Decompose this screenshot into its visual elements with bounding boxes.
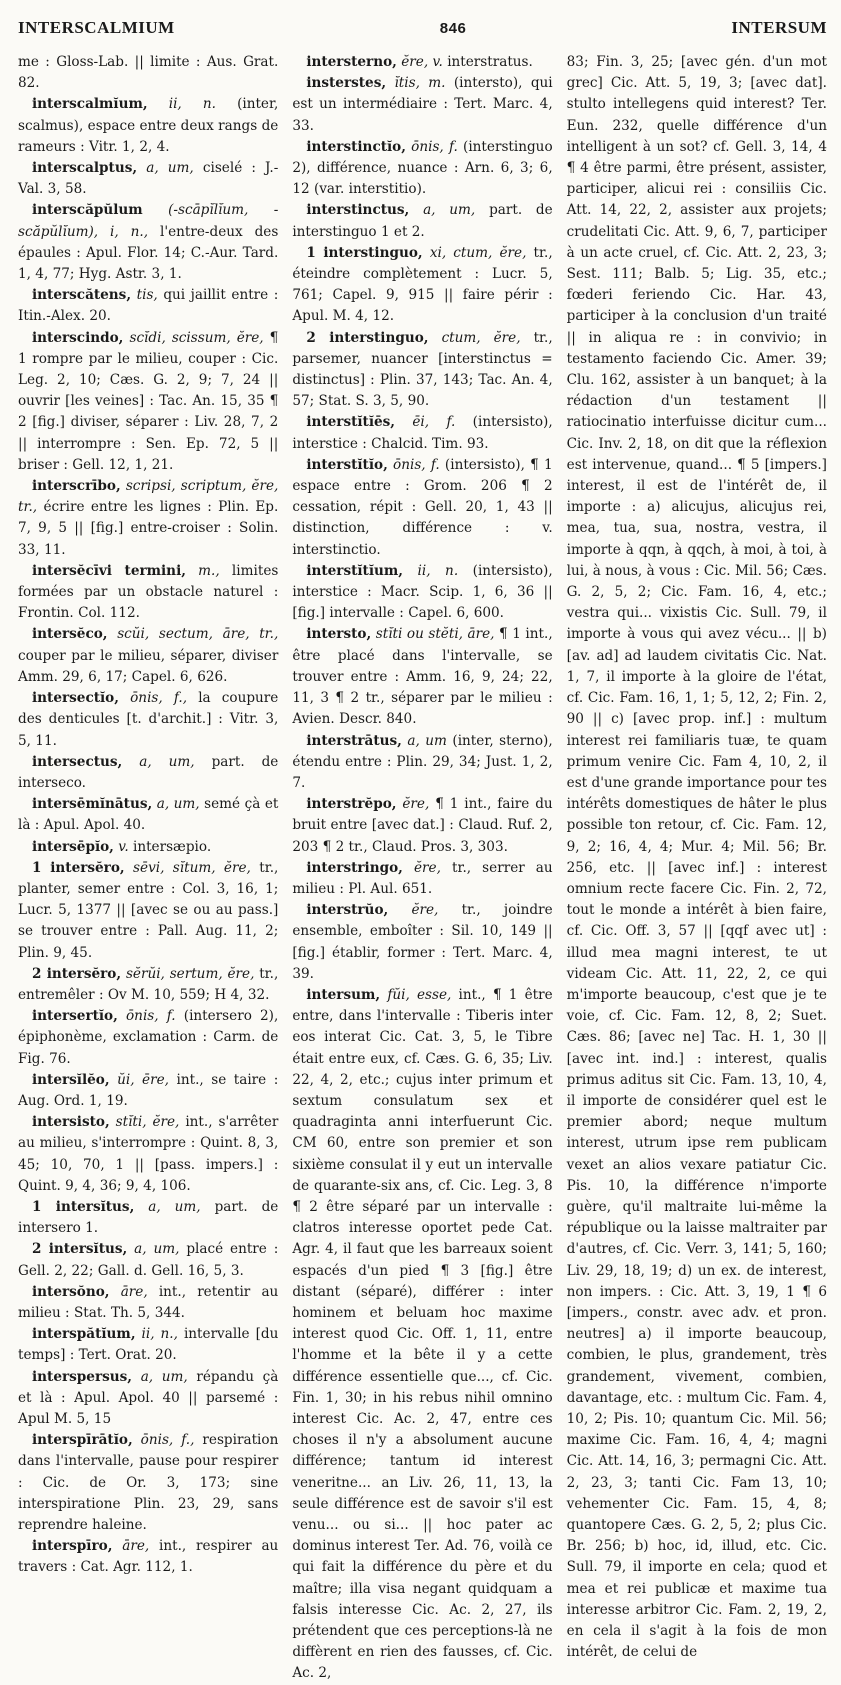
entry-headword: interspīrātĭo, [32,1432,133,1449]
entry-definition: int., respirer au travers : Cat. Agr. 112, 1. [18,1538,279,1576]
dictionary-entry [18,624,278,688]
dictionary-entry [292,412,552,454]
dictionary-entry [18,200,278,285]
entry-definition: (interstinguo 2), différence, nuance : Arn. 6, 3; 6, 12 (var. interstitio). [292,138,553,198]
entry-headword: interstringo, [306,859,403,876]
dictionary-entry [18,964,278,1006]
entry-headword: interscăpŭlum [32,202,143,219]
entry-grammar: v. [118,838,129,855]
entry-headword: interscalptus, [32,160,138,177]
entry-grammar: ĕre, [414,859,441,876]
entry-headword: interstĭtĭēs, [306,414,396,431]
entry-headword: 2 intersĭtus, [32,1241,128,1258]
entry-headword: interstĭtĭum, [306,562,404,579]
dictionary-entry [292,137,552,201]
dictionary-entry [18,752,278,794]
entry-headword: intersēpĭo, [32,838,114,855]
dictionary-entry [18,1536,278,1578]
dictionary-entry [292,561,552,625]
page-number: 846 [439,20,467,37]
entry-headword: intersectus, [32,753,123,770]
entry-headword: 1 intersĕro, [32,859,125,876]
entry-definition: tr., joindre ensemble, emboîter : Sil. 10, 149 || [fig.] établir, former : Tert. Marc. 4, 39. [292,902,553,982]
dictionary-entry [292,455,552,561]
entry-definition: interstratus. [447,54,533,70]
entry-definition: intervalle [du temps] : Tert. Orat. 20. [18,1326,279,1364]
entry-grammar: ōnis, f. [393,456,440,473]
dictionary-entry [18,1324,278,1366]
entry-grammar: a, um, [423,202,476,219]
entry-headword: interstinctĭo, [306,138,406,155]
column-3 [566,52,827,1661]
entry-headword: interscrībo, [32,478,121,495]
dictionary-entry [292,985,552,1685]
entry-grammar: ōnis, f., [130,690,188,707]
entry-definition: ciselé : J.-Val. 3, 58. [18,160,279,198]
dictionary-entry [292,900,552,985]
entry-definition: répandu çà et là : Apul. Apol. 40 || parsemé : Apul M. 5, 15 [18,1368,279,1427]
entry-headword: intersĕco, [32,626,108,643]
entry-definition: couper par le milieu, séparer, diviser Amm. 29, 6, 17; Capel. 6, 626. [18,647,279,685]
entry-grammar: fŭi, esse, [387,986,452,1003]
entry-grammar: ōnis, f., [140,1432,195,1449]
dictionary-entry [18,158,278,200]
dictionary-entry [292,243,552,328]
dictionary-entry [292,73,552,137]
entry-definition: tr., entremêler : Ov M. 10, 559; H 4, 32. [18,965,279,1003]
entry-grammar: ĕre, [402,796,430,813]
entry-headword: 1 interstinguo, [306,244,423,261]
entry-definition: int., ¶ 1 être entre, dans l'intervalle : Tiberis inter eos interat Cic. Cat. 3, 5, le Tibre était entre eux, cf. Cæs. G. 6, 35; Liv. 22, 4, 2, etc.; cujus inter primum et sextum consulatum sex et quadraginta anni interfuerunt Cic. CM 60, entre son premier et son sixième consulat il y eut un intervalle de quarante-six ans, cf. Cic. Leg. 3, 8 ¶ 2 être séparé par un intervalle : clatros interesse oportet pede Cat. Agr. 4, il faut que les barreaux soient espacés d'un pied ¶ 3 [fig.] être distant (séparé), différer : inter hominem et beluam hoc maxime interest quod Cic. Off. 1, 11, entre l'homme et la bête il y a cette différence essentielle que..., cf. Cic. Fin. 1, 30; in his rebus nihil omnino interest Cic. Ac. 2, 47, entre ces choses il n'y a absolument aucune différence; tantum id interest veneritne... an Liv. 26, 11, 13, la seule différence est de savoir s'il est venu... ou si... || hoc pater ac dominus interest Ter. Ad. 76, voilà ce qui fait la différence du père et du maître; illa visa negant quidquam a falsis interesse Cic. Ac. 2, 27, ils prétendent que ces perceptions-là ne diffèrent en rien des fausses, cf. Cic. Ac. 2, [292,986,553,1682]
entry-definition: l'entre-deux des épaules : Apul. Flor. 14; C.-Aur. Tard. 1, 4, 77; Hyg. Astr. 3, 1. [18,223,279,283]
entry-grammar: a, um, [140,1368,188,1385]
dictionary-entry [18,561,278,625]
entry-grammar: scĭdi, scissum, ĕre, [129,329,264,346]
dictionary-entry [292,200,552,242]
entry-headword: intersterno, [306,54,397,70]
entry-grammar: a, um, [148,1198,201,1215]
entry-definition: respiration dans l'intervalle, pause pour respirer : Cic. de Or. 3, 173; sine interspiratione Plin. 23, 29, sans reprendre haleine. [18,1432,279,1534]
entry-definition: intersæpio. [132,838,212,855]
entry-grammar: a, um [407,732,447,749]
entry-definition: semé çà et là : Apul. Apol. 40. [18,796,279,834]
entry-grammar: ctum, ĕre, [441,329,521,346]
entry-headword: interscătens, [32,287,132,304]
dictionary-entry [18,1197,278,1239]
entry-definition: part. de interseco. [18,753,279,791]
entry-grammar: ii, n. [417,562,459,579]
entry-definition: tr., parsemer, nuancer [interstinctus = distinctus] : Plin. 37, 143; Tac. An. 4, 57; Stat. S. 3, 5, 90. [292,329,553,410]
text-columns [18,52,827,1682]
entry-grammar: m., [198,562,220,579]
entry-headword: 1 intersĭtus, [32,1198,135,1215]
entry-headword: intersisto, [32,1114,110,1131]
entry-definition: (intersisto), interstice : Macr. Scip. 1, 6, 36 || [fig.] intervalle : Capel. 6, 600. [292,562,553,622]
page-header [18,18,827,52]
entry-definition: tr., serrer au milieu : Pl. Aul. 651. [292,859,553,897]
column-2 [292,52,553,1682]
dictionary-entry [18,94,278,158]
entry-definition: ¶ 1 rompre par le milieu, couper : Cic. Leg. 2, 10; Cæs. G. 2, 9; 7, 24 || ouvrir [les veines] : Tac. An. 15, 35 ¶ 2 [fig.] diviser, séparer : Liv. 28, 7, 2 || interrompre : Sen. Ep. 72, 5 || briser : Gell. 12, 1, 21. [18,329,279,473]
entry-headword: interstrĕpo, [306,796,397,813]
dictionary-entry [18,1239,278,1281]
entry-definition: 83; Fin. 3, 25; [avec gén. d'un mot grec] Cic. Att. 5, 19, 3; [avec dat]. stulto intellegens quid interest? Ter. Eun. 232, quelle différence d'un intelligent à un sot? cf. Gell. 3, 14, 4 ¶ 4 être parmi, être présent, assister, participer, alicui rei : consiliis Cic. Att. 14, 22, 2, assister aux projets; crudelitati Cic. Att. 9, 6, 7, participer à un acte cruel, cf. Cic. Att. 2, 23, 3; Sest. 111; Balb. 5; Lig. 35, etc.; fœderi feriendo Cic. Har. 43, participer à la conclusion d'un traité || in aliqua re : in convivio; in testamento faciendo Cic. Amer. 39; Clu. 162, assister à un banquet; à la rédaction d'un testament || ratiocinatio interfuisse dicitur cum... Cic. Inv. 2, 18, on dit que la réflexion est intervenue, quand... ¶ 5 [impers.] interest, il est de l'intérêt de, il importe : a) alicujus, alicujus rei, mea, tua, sua, nostra, vestra, il importe à qqn, à qqch, à moi, à toi, à lui, à nous, à vous : Cic. Mil. 56; Cæs. G. 2, 5, 2; Cic. Fam. 16, 4, etc.; vestra qui... vixistis Cic. Sull. 79, il importe à vous qui avez vécu... || b) [av. ad] ad laudem civitatis Cic. Nat. 1, 7, il importe à la gloire de l'état, cf. Cic. Fam. 16, 1, 1; 5, 12, 2; Fin. 2, 90 || c) [avec prop. inf.] : multum interest rei familiaris tuæ, te quam primum venire Cic. Fam 4, 10, 2, il est d'une grande importance pour tes intérêts domestiques de hâter le plus possible ton retour, cf. Cic. Fam. 12, 9, 2; 16, 4, 4; Mur. 4; Mil. 56; Br. 256, etc. || [avec inf.] : interest omnium recte facere Cic. Fin. 2, 72, tout le monde a intérêt à bien faire, cf. Cic. Off. 3, 57 || [qqf avec ut] : illud mea magni interest, te ut videam Cic. Att. 11, 22, 2, ce qui m'importe beaucoup, c'est que je te voie, cf. Cic. Fam. 12, 8, 2; Suet. Cæs. 86; [avec ne] Tac. H. 1, 30 || [avec int. ind.] : interest, qualis primus aditus sit Cic. Fam. 13, 10, 4, il importe de considérer quel est le premier abord; neque multum interest, utrum ipse rem publicam vexet an alios vexare patiatur Cic. Pis. 10, la différence n'importe guère, qu'il maltraite lui-même la république ou la laisse maltraiter par d'autres, cf. Cic. Verr. 3, 141; 5, 160; Liv. 29, 18, 19; d) un ex. de interest, non impers. : Cic. Att. 3, 19, 1 ¶ 6 [impers., constr. avec adv. et pron. neutres] a) il importe beaucoup, combien, le plus, grandement, très grandement, vivement, combien, davantage, etc. : multum Cic. Fam. 4, 10, 2; Pis. 10; quantum Cic. Mil. 56; maxime Cic. Fam. 16, 4, 4; magni Cic. Att. 14, 16, 3; permagni Cic. Att. 2, 23, 3; tanti Cic. Fam 13, 10; vehementer Cic. Fam. 15, 4, 8; quantopere Cæs. G. 2, 5, 2; plus Cic. Br. 256; b) hoc, id, illud, etc. Cic. Sull. 79, il importe en cela; quod et mea et rei publicæ et maxime tua interesse arbitror Cic. Fam. 2, 19, 2, en cela il s'agit à la fois de mon intérêt, de celui de [566,54,827,1661]
dictionary-entry [18,1112,278,1197]
entry-definition: placé entre : Gell. 2, 22; Gall. d. Gell. 16, 5, 3. [18,1241,279,1279]
dictionary-entry [18,1282,278,1324]
entry-definition: (inter, sterno), étendu entre : Plin. 29, 34; Just. 1, 2, 7. [292,732,553,791]
entry-grammar: stĭti, ĕre, [115,1114,180,1131]
dictionary-entry [18,1070,278,1112]
entry-grammar: a, um, [156,796,200,813]
entry-definition: (inter, scalmus), espace entre deux rangs de rameurs : Vitr. 1, 2, 4. [18,96,279,155]
entry-grammar: stĭti ou stĕti, āre, [375,626,495,643]
dictionary-entry [18,1430,278,1536]
dictionary-entry [18,476,278,561]
entry-definition: (intersisto), interstice : Chalcid. Tim. 93. [292,414,553,452]
dictionary-entry [18,688,278,752]
dictionary-entry [292,328,552,413]
entry-definition: ¶ 1 int., faire du bruit entre [avec dat.] : Claud. Ruf. 2, 203 ¶ 2 tr., Claud. Pros. 3, 303. [292,796,553,855]
dictionary-entry [292,624,552,730]
entry-grammar: āre, [120,1283,148,1300]
entry-headword: intersto, [306,626,372,643]
entry-definition: la coupure des denticules [t. d'archit.] : Vitr. 3, 5, 11. [18,690,279,749]
dictionary-entry [18,285,278,327]
entry-definition: ¶ 1 int., être placé dans l'intervalle, se trouver entre : Amm. 16, 9, 24; 22, 11, 3 ¶ 2 tr., séparer par le milieu : Avien. Descr. 840. [292,626,553,728]
dictionary-entry [18,858,278,964]
column-1 [18,52,279,1576]
entry-grammar: ōnis, f. [126,1008,176,1025]
dictionary-entry [292,794,552,858]
running-head-right: INTERSUM [731,18,827,37]
dictionary-entry [292,858,552,900]
entry-headword: intersŏno, [32,1283,110,1300]
entry-headword: interscindo, [32,329,124,346]
dictionary-entry [18,794,278,836]
entry-headword: intersertĭo, [32,1008,118,1025]
entry-definition: (intersto), qui est un intermédiaire : Tert. Marc. 4, 33. [292,75,553,134]
entry-grammar: ōnis, f. [411,138,458,155]
running-head-left: INTERSCALMIUM [18,18,175,37]
entry-grammar: sĕrŭi, sertum, ĕre, [125,965,255,982]
entry-grammar: tis, [136,287,158,304]
entry-grammar: scripsi, scriptum, ĕre, tr., [18,478,279,516]
entry-definition: limites formées par un obstacle naturel : Frontin. Col. 112. [18,562,279,622]
dictionary-entry [18,1367,278,1431]
entry-grammar: a, um, [146,160,194,177]
entry-grammar: scŭi, sectum, āre, tr., [117,626,279,643]
entry-definition: écrire entre les lignes : Plin. Ep. 7, 9, 5 || [fig.] entre-croiser : Solin. 33, 11. [18,499,279,558]
entry-definition: (intersero 2), épiphonème, exclamation : Carm. de Fig. 76. [18,1008,279,1067]
dictionary-entry [292,52,552,73]
entry-definition: part. de interstinguo 1 et 2. [292,202,553,240]
entry-grammar: ēi, f. [412,414,456,431]
entry-headword: interstĭtĭo, [306,456,388,473]
entry-headword: interspătĭum, [32,1326,136,1343]
entry-grammar: āre, [122,1538,150,1555]
entry-headword: interspersus, [32,1368,133,1385]
entry-grammar: xi, ctum, ĕre, [429,244,527,261]
entry-definition: int., s'arrêter au milieu, s'interrompre : Quint. 8, 3, 45; 10, 70, 1 || [pass. impers.] : Quint. 9, 4, 36; 9, 4, 106. [18,1114,279,1194]
entry-grammar: ĕre, [411,902,439,919]
entry-grammar: ii, n., [141,1326,178,1343]
entry-grammar: ĕre, v. [401,54,443,70]
entry-headword: intersĭlĕo, [32,1071,110,1088]
entry-definition: int., se taire : Aug. Ord. 1, 19. [18,1071,279,1109]
entry-definition: tr., planter, semer entre : Col. 3, 16, 1; Lucr. 5, 1377 || [avec se ou au pass.] se trouver entre : Pall. Aug. 11, 2; Plin. 9, 45. [18,859,279,961]
dictionary-entry [292,731,552,795]
entry-grammar: (-scāpĭlĭum, -scăpŭlĭum), i, n., [18,202,279,240]
entry-definition: int., retentir au milieu : Stat. Th. 5, 344. [18,1283,279,1321]
entry-headword: interstinctus, [306,202,410,219]
entry-headword: intersĕcīvi termini, [32,562,186,579]
entry-grammar: a, um, [139,753,195,770]
entry-headword: interspīro, [32,1538,113,1555]
entry-headword: interstrātus, [306,732,402,749]
entry-headword: intersēmĭnātus, [32,796,153,813]
entry-headword: intersectĭo, [32,690,119,707]
entry-grammar: a, um, [134,1241,180,1258]
entry-definition: qui jaillit entre : Itin.-Alex. 20. [18,287,279,325]
entry-definition: (intersisto), ¶ 1 espace entre : Grom. 206 ¶ 2 cessation, répit : Gell. 20, 1, 43 || distinction, différence : v. interstinctio. [292,456,553,558]
entry-grammar: ĭtis, m. [394,75,446,92]
entry-grammar: sēvi, sĭtum, ĕre, [133,859,251,876]
dictionary-entry [18,52,278,94]
dictionary-entry [18,328,278,476]
entry-headword: 2 intersĕro, [32,965,122,982]
entry-headword: insterstes, [306,75,387,92]
entry-grammar: ŭi, ēre, [117,1071,169,1088]
dictionary-entry [567,52,827,1663]
entry-headword: interscalmĭum, [32,96,148,113]
entry-definition: part. de intersero 1. [18,1198,279,1237]
entry-headword: intersum, [306,986,381,1003]
dictionary-entry [18,837,278,858]
entry-definition: me : Gloss-Lab. || limite : Aus. Grat. 82. [18,54,279,92]
entry-headword: 2 interstinguo, [306,329,429,346]
entry-grammar: ii, n. [168,96,216,113]
entry-definition: tr., éteindre complètement : Lucr. 5, 761; Capel. 9, 915 || faire périr : Apul. M. 4, 12. [292,244,553,325]
dictionary-entry [18,1006,278,1070]
entry-headword: interstrŭo, [306,902,389,919]
